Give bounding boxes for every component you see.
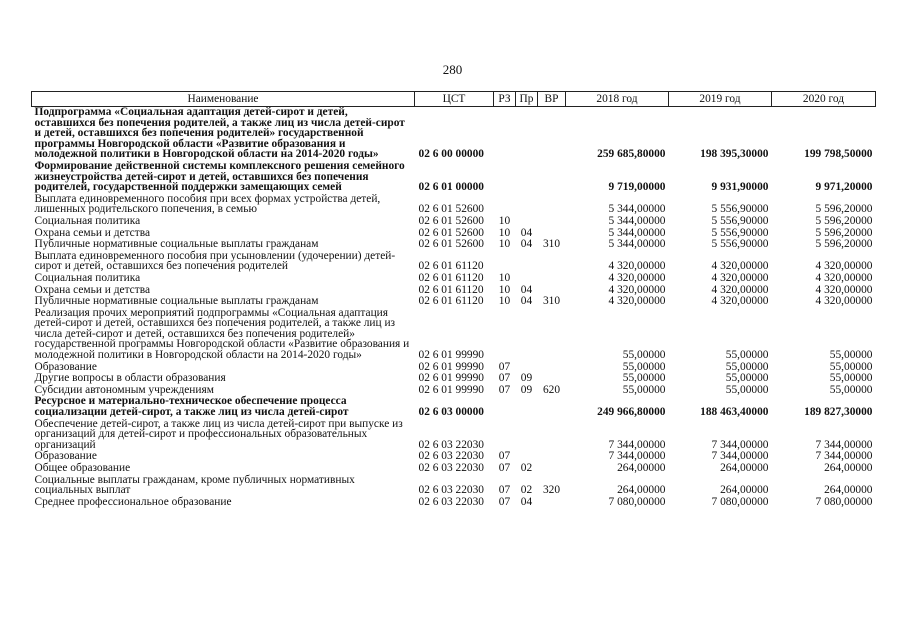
- row-2018: 7 080,00000: [608, 495, 666, 508]
- row-2020: 7 344,00000: [815, 438, 873, 451]
- row-vr: [538, 251, 566, 273]
- budget-table: [31, 91, 876, 508]
- row-name: Публичные нормативные социальные выплаты гражданам: [34, 295, 319, 308]
- row-pr: 09: [520, 383, 533, 396]
- row-cst: 02 6 03 22030: [418, 462, 484, 474]
- row-2018: 5 344,00000: [608, 238, 666, 251]
- row-2020: 9 971,20000: [815, 181, 873, 194]
- row-2019: 55,00000: [725, 383, 769, 396]
- row-rz: 07: [498, 450, 511, 463]
- row-2020: 4 320,00000: [815, 295, 873, 308]
- row-vr: [538, 497, 566, 509]
- row-rz: 10: [498, 295, 511, 308]
- row-pr: [516, 107, 538, 161]
- row-2018: 55,00000: [622, 372, 666, 385]
- row-vr: [538, 308, 566, 362]
- row-name: Среднее профессиональное образование: [34, 495, 232, 508]
- row-2018: 9 719,00000: [608, 181, 666, 194]
- row-2020: 7 080,00000: [815, 495, 873, 508]
- row-name: Реализация прочих мероприятий подпрограммы «Социальная адаптация детей-сирот и детей, оставшихся без попечения родителей, а также лиц из числа детей-сирот и детей, оставшихся без попечения родителей» государственной программы Новгородской области «Развитие образования и молодежной политики в Новгородской области на 2014-2020 годы»: [34, 306, 410, 362]
- row-2019: 5 556,90000: [711, 203, 769, 216]
- row-2018: 5 344,00000: [608, 203, 666, 216]
- row-pr: 04: [520, 295, 533, 308]
- row-2018: 249 966,80000: [597, 406, 666, 419]
- row-2019: 7 080,00000: [711, 495, 769, 508]
- row-2018: 264,00000: [617, 462, 666, 474]
- row-rz: 10: [498, 283, 511, 296]
- row-2020: 4 320,00000: [815, 271, 873, 284]
- row-pr: [516, 273, 538, 285]
- row-2018: 55,00000: [622, 383, 666, 396]
- row-2019: 264,00000: [720, 484, 769, 497]
- row-2019: 198 395,30000: [700, 148, 769, 161]
- row-pr: 04: [520, 238, 533, 251]
- row-2018: 4 320,00000: [608, 260, 666, 273]
- row-rz: [494, 308, 516, 362]
- row-2019: 7 344,00000: [711, 438, 769, 451]
- header-pr: Пр: [516, 92, 538, 107]
- row-pr: [516, 194, 538, 216]
- row-name: Общее образование: [34, 462, 131, 474]
- row-2020: 4 320,00000: [815, 283, 873, 296]
- table-row: [32, 239, 876, 251]
- table-row: [32, 216, 876, 228]
- row-vr: [538, 273, 566, 285]
- row-2020: 5 596,20000: [815, 238, 873, 251]
- row-rz: [494, 396, 516, 418]
- row-cst: 02 6 01 99990: [418, 383, 484, 396]
- row-2019: 55,00000: [725, 349, 769, 362]
- row-vr: [538, 396, 566, 418]
- row-pr: 09: [520, 372, 533, 385]
- row-2020: 55,00000: [829, 383, 873, 396]
- row-vr: 620: [542, 383, 561, 396]
- row-vr: 310: [542, 238, 561, 251]
- row-2018: 259 685,80000: [597, 148, 666, 161]
- row-2019: 55,00000: [725, 360, 769, 373]
- row-cst: 02 6 01 61120: [418, 260, 484, 273]
- table-row: [32, 463, 876, 475]
- table-row: [32, 396, 876, 418]
- row-cst: 02 6 01 61120: [418, 283, 484, 296]
- row-2019: 4 320,00000: [711, 283, 769, 296]
- row-cst: 02 6 01 99990: [418, 372, 484, 385]
- row-cst: 02 6 01 52600: [418, 226, 484, 239]
- row-vr: [538, 451, 566, 463]
- header-vr: ВР: [538, 92, 566, 107]
- row-2019: 5 556,90000: [711, 214, 769, 227]
- row-rz: 10: [498, 214, 511, 227]
- row-2019: 264,00000: [720, 462, 769, 474]
- row-2020: 55,00000: [829, 360, 873, 373]
- row-name: Охрана семьи и детства: [34, 226, 150, 239]
- row-2018: 4 320,00000: [608, 283, 666, 296]
- table-header-row: [32, 92, 876, 107]
- row-pr: [516, 419, 538, 452]
- row-vr: [538, 107, 566, 161]
- row-cst: 02 6 03 22030: [418, 450, 484, 463]
- row-cst: 02 6 03 22030: [418, 484, 484, 497]
- row-cst: 02 6 01 61120: [418, 271, 484, 284]
- header-2018: 2018 год: [566, 92, 669, 107]
- row-name: Образование: [34, 450, 97, 463]
- row-vr: [538, 161, 566, 194]
- row-pr: 02: [520, 484, 533, 497]
- row-name: Субсидии автономным учреждениям: [34, 383, 214, 396]
- header-name: Наименование: [32, 92, 415, 107]
- row-2020: 199 798,50000: [804, 148, 873, 161]
- row-vr: [538, 194, 566, 216]
- table-row: [32, 107, 876, 161]
- row-2020: 55,00000: [829, 349, 873, 362]
- table-row: [32, 308, 876, 362]
- row-vr: [538, 362, 566, 374]
- row-pr: [516, 216, 538, 228]
- row-2020: 189 827,30000: [804, 406, 873, 419]
- row-rz: [494, 251, 516, 273]
- row-2018: 7 344,00000: [608, 438, 666, 451]
- row-rz: [494, 194, 516, 216]
- row-2019: 4 320,00000: [711, 260, 769, 273]
- row-2019: 7 344,00000: [711, 450, 769, 463]
- row-pr: [516, 251, 538, 273]
- row-name: Социальная политика: [34, 214, 141, 227]
- row-name: Социальные выплаты гражданам, кроме публичных нормативных социальных выплат: [34, 473, 355, 497]
- row-name: Образование: [34, 360, 97, 373]
- row-rz: 10: [498, 226, 511, 239]
- row-pr: 02: [520, 462, 533, 474]
- row-2018: 5 344,00000: [608, 226, 666, 239]
- table-row: [32, 194, 876, 216]
- row-2020: 264,00000: [824, 484, 873, 497]
- row-cst: 02 6 01 99990: [418, 349, 484, 362]
- row-name: Выплата единовременного пособия при усыновлении (удочерении) детей-сирот и детей, оставшихся без попечения родителей: [34, 249, 396, 273]
- row-rz: 07: [498, 462, 511, 474]
- row-pr: [516, 161, 538, 194]
- row-vr: [538, 419, 566, 452]
- row-cst: 02 6 03 22030: [418, 438, 484, 451]
- row-2020: 4 320,00000: [815, 260, 873, 273]
- row-rz: [494, 107, 516, 161]
- row-2018: 4 320,00000: [608, 295, 666, 308]
- row-rz: [494, 419, 516, 452]
- row-2020: 7 344,00000: [815, 450, 873, 463]
- row-cst: 02 6 01 00000: [418, 181, 484, 194]
- row-pr: 04: [520, 495, 533, 508]
- row-rz: 07: [498, 360, 511, 373]
- row-cst: 02 6 01 52600: [418, 238, 484, 251]
- row-name: Другие вопросы в области образования: [34, 372, 226, 385]
- row-cst: 02 6 03 00000: [418, 406, 484, 419]
- row-2020: 55,00000: [829, 372, 873, 385]
- row-name: Выплата единовременного пособия при всех формах устройства детей, лишенных родительского попечения, в семью: [34, 192, 381, 216]
- row-2018: 5 344,00000: [608, 214, 666, 227]
- row-cst: 02 6 01 52600: [418, 203, 484, 216]
- row-2020: 5 596,20000: [815, 203, 873, 216]
- table-row: [32, 497, 876, 509]
- row-rz: 07: [498, 383, 511, 396]
- row-rz: 10: [498, 271, 511, 284]
- row-2019: 188 463,40000: [700, 406, 769, 419]
- row-name: Ресурсное и материально-техническое обеспечение процесса социализации детей-сирот, а также лиц из числа детей-сирот: [34, 395, 349, 419]
- row-2019: 55,00000: [725, 372, 769, 385]
- table-row: [32, 475, 876, 497]
- row-2020: 5 596,20000: [815, 214, 873, 227]
- header-rz: РЗ: [494, 92, 516, 107]
- row-name: Охрана семьи и детства: [34, 283, 150, 296]
- row-rz: 07: [498, 372, 511, 385]
- row-2019: 4 320,00000: [711, 271, 769, 284]
- row-cst: 02 6 03 22030: [418, 495, 484, 508]
- table-row: [32, 296, 876, 308]
- row-vr: 310: [542, 295, 561, 308]
- row-pr: [516, 396, 538, 418]
- table-row: [32, 419, 876, 452]
- table-row: [32, 161, 876, 194]
- row-2019: 4 320,00000: [711, 295, 769, 308]
- row-2020: 5 596,20000: [815, 226, 873, 239]
- row-2018: 4 320,00000: [608, 271, 666, 284]
- row-name: Подпрограмма «Социальная адаптация детей-сирот и детей, оставшихся без попечения родителей, а также лиц из числа детей-сирот и детей, оставшихся без попечения родителей» государственной программы Новгородской области «Развитие образования и молодежной политики в Новгородской области на 2014-2020 годы»: [34, 106, 405, 161]
- row-2018: 264,00000: [617, 484, 666, 497]
- row-2019: 5 556,90000: [711, 238, 769, 251]
- table-row: [32, 251, 876, 273]
- header-2019: 2019 год: [669, 92, 772, 107]
- row-2018: 55,00000: [622, 349, 666, 362]
- row-rz: [494, 161, 516, 194]
- header-2020: 2020 год: [772, 92, 876, 107]
- row-pr: 04: [520, 226, 533, 239]
- page-number: 280: [442, 62, 463, 77]
- row-2019: 5 556,90000: [711, 226, 769, 239]
- row-name: Обеспечение детей-сирот, а также лиц из числа детей-сирот при выпуске из организаций для детей-сирот и профессиональных образовательных организаций: [34, 417, 403, 451]
- row-rz: 07: [498, 495, 511, 508]
- row-vr: [538, 463, 566, 475]
- row-2020: 264,00000: [824, 462, 873, 474]
- row-2018: 55,00000: [622, 360, 666, 373]
- row-rz: 10: [498, 238, 511, 251]
- row-cst: 02 6 00 00000: [418, 148, 484, 161]
- row-name: Формирование действенной системы комплексного решения семейного жизнеустройства детей-сирот и детей, оставшихся без попечения родителей, государственной поддержки замещающих семей: [34, 159, 405, 194]
- table-row: [32, 273, 876, 285]
- row-vr: 320: [542, 484, 561, 497]
- row-2019: 9 931,90000: [711, 181, 769, 194]
- row-rz: 07: [498, 484, 511, 497]
- row-cst: 02 6 01 99990: [418, 360, 484, 373]
- row-cst: 02 6 01 61120: [418, 295, 484, 308]
- row-name: Социальная политика: [34, 271, 141, 284]
- row-2018: 7 344,00000: [608, 450, 666, 463]
- row-cst: 02 6 01 52600: [418, 214, 484, 227]
- row-vr: [538, 216, 566, 228]
- header-cst: ЦСТ: [415, 92, 494, 107]
- row-pr: [516, 308, 538, 362]
- row-name: Публичные нормативные социальные выплаты гражданам: [34, 238, 319, 251]
- row-pr: 04: [520, 283, 533, 296]
